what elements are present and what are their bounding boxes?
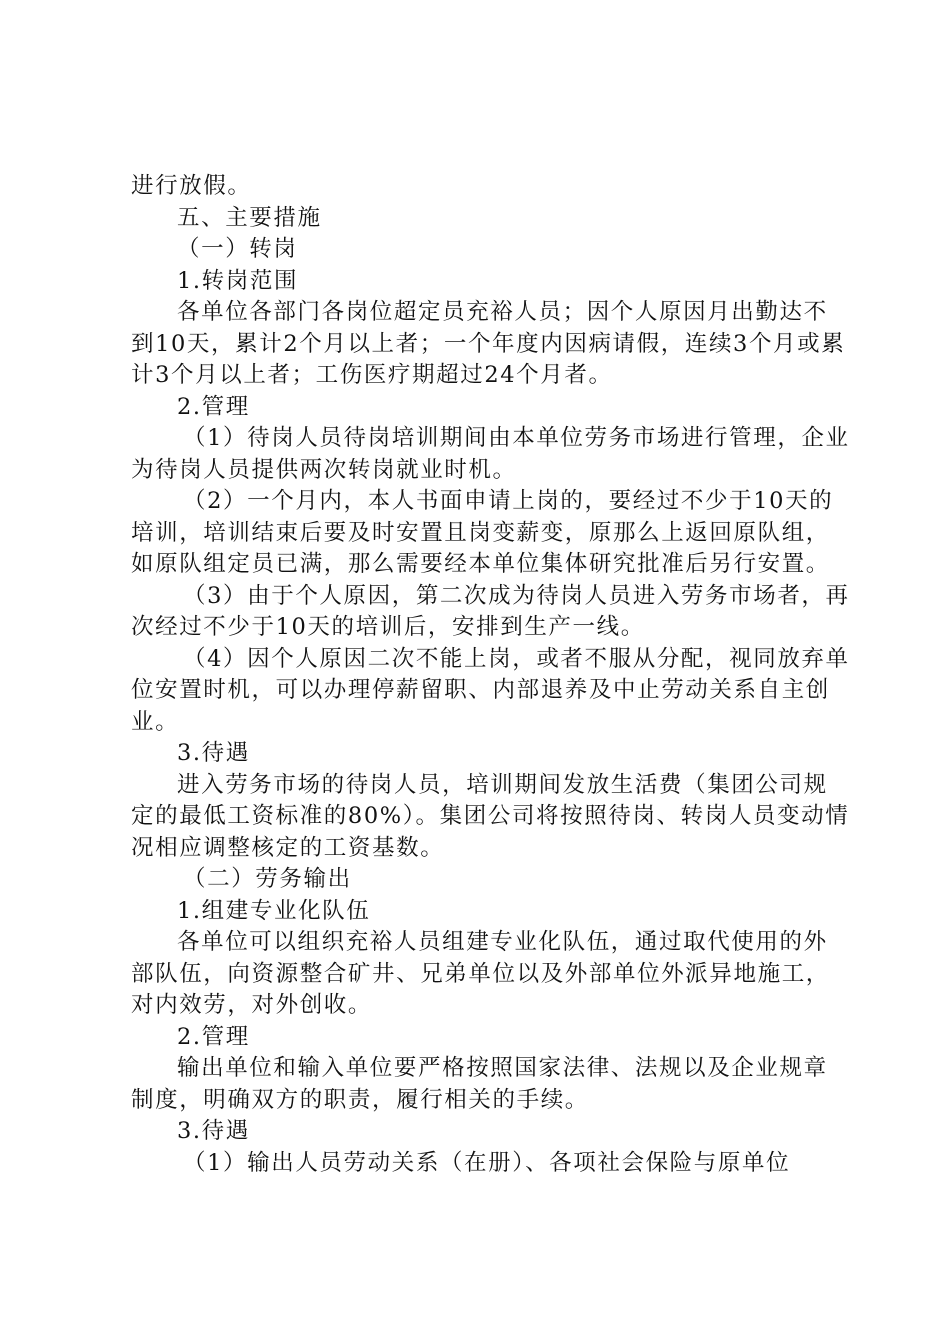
- paragraph-management-3: （3）由于个人原因，第二次成为待岗人员进入劳务市场者，再次经过不少于10天的培训后，安排到生产一线。: [131, 582, 850, 640]
- item-heading-treatment: 3.待遇: [177, 740, 250, 766]
- paragraph-transfer-scope: 各单位各部门各岗位超定员充裕人员；因个人原因月出勤达不到10天，累计2个月以上者；一个年度内因病请假，连续3个月或累计3个月以上者；工伤医疗期超过24个月者。: [131, 299, 846, 388]
- paragraph-treatment: 进入劳务市场的待岗人员，培训期间发放生活费（集团公司规定的最低工资标准的80%）。集团公司将按照待岗、转岗人员变动情况相应调整核定的工资基数。: [131, 771, 850, 861]
- item-heading-build-team: 1.组建专业化队伍: [177, 897, 371, 924]
- item-heading-treatment-2: 3.待遇: [177, 1118, 250, 1144]
- paragraph-management-export: 输出单位和输入单位要严格按照国家法律、法规以及企业规章制度，明确双方的职责，履行相关的手续。: [131, 1055, 828, 1113]
- item-heading-transfer-scope: 1.转岗范围: [177, 267, 299, 294]
- paragraph-management-1: （1）待岗人员待岗培训期间由本单位劳务市场进行管理，企业为待岗人员提供两次转岗就业时机。: [131, 425, 850, 483]
- paragraph-management-2: （2）一个月内，本人书面申请上岗的，要经过不少于10天的培训，培训结束后要及时安置且岗变薪变，原那么上返回原队组，如原队组定员已满，那么需要经本单位集体研究批准后另行安置。: [131, 488, 834, 577]
- subsection-heading-transfer: （一）转岗: [177, 236, 298, 262]
- section-heading-main-measures: 五、主要措施: [177, 204, 322, 231]
- paragraph-treatment-export-1: （1）输出人员劳动关系（在册）、各项社会保险与原单位: [183, 1149, 791, 1176]
- paragraph-management-4: （4）因个人原因二次不能上岗，或者不服从分配，视同放弃单位安置时机，可以办理停薪留职、内部退养及中止劳动关系自主创业。: [131, 645, 850, 735]
- item-heading-management: 2.管理: [177, 393, 250, 420]
- paragraph-continuation: 进行放假。: [131, 173, 252, 199]
- paragraph-build-team: 各单位可以组织充裕人员组建专业化队伍，通过取代使用的外部队伍，向资源整合矿井、兄弟单位以及外部单位外派异地施工，对内效劳，对外创收。: [131, 929, 830, 1018]
- document-body: [131, 171, 851, 1179]
- item-heading-management-2: 2.管理: [177, 1023, 250, 1050]
- subsection-heading-labor-export: （二）劳务输出: [183, 866, 352, 892]
